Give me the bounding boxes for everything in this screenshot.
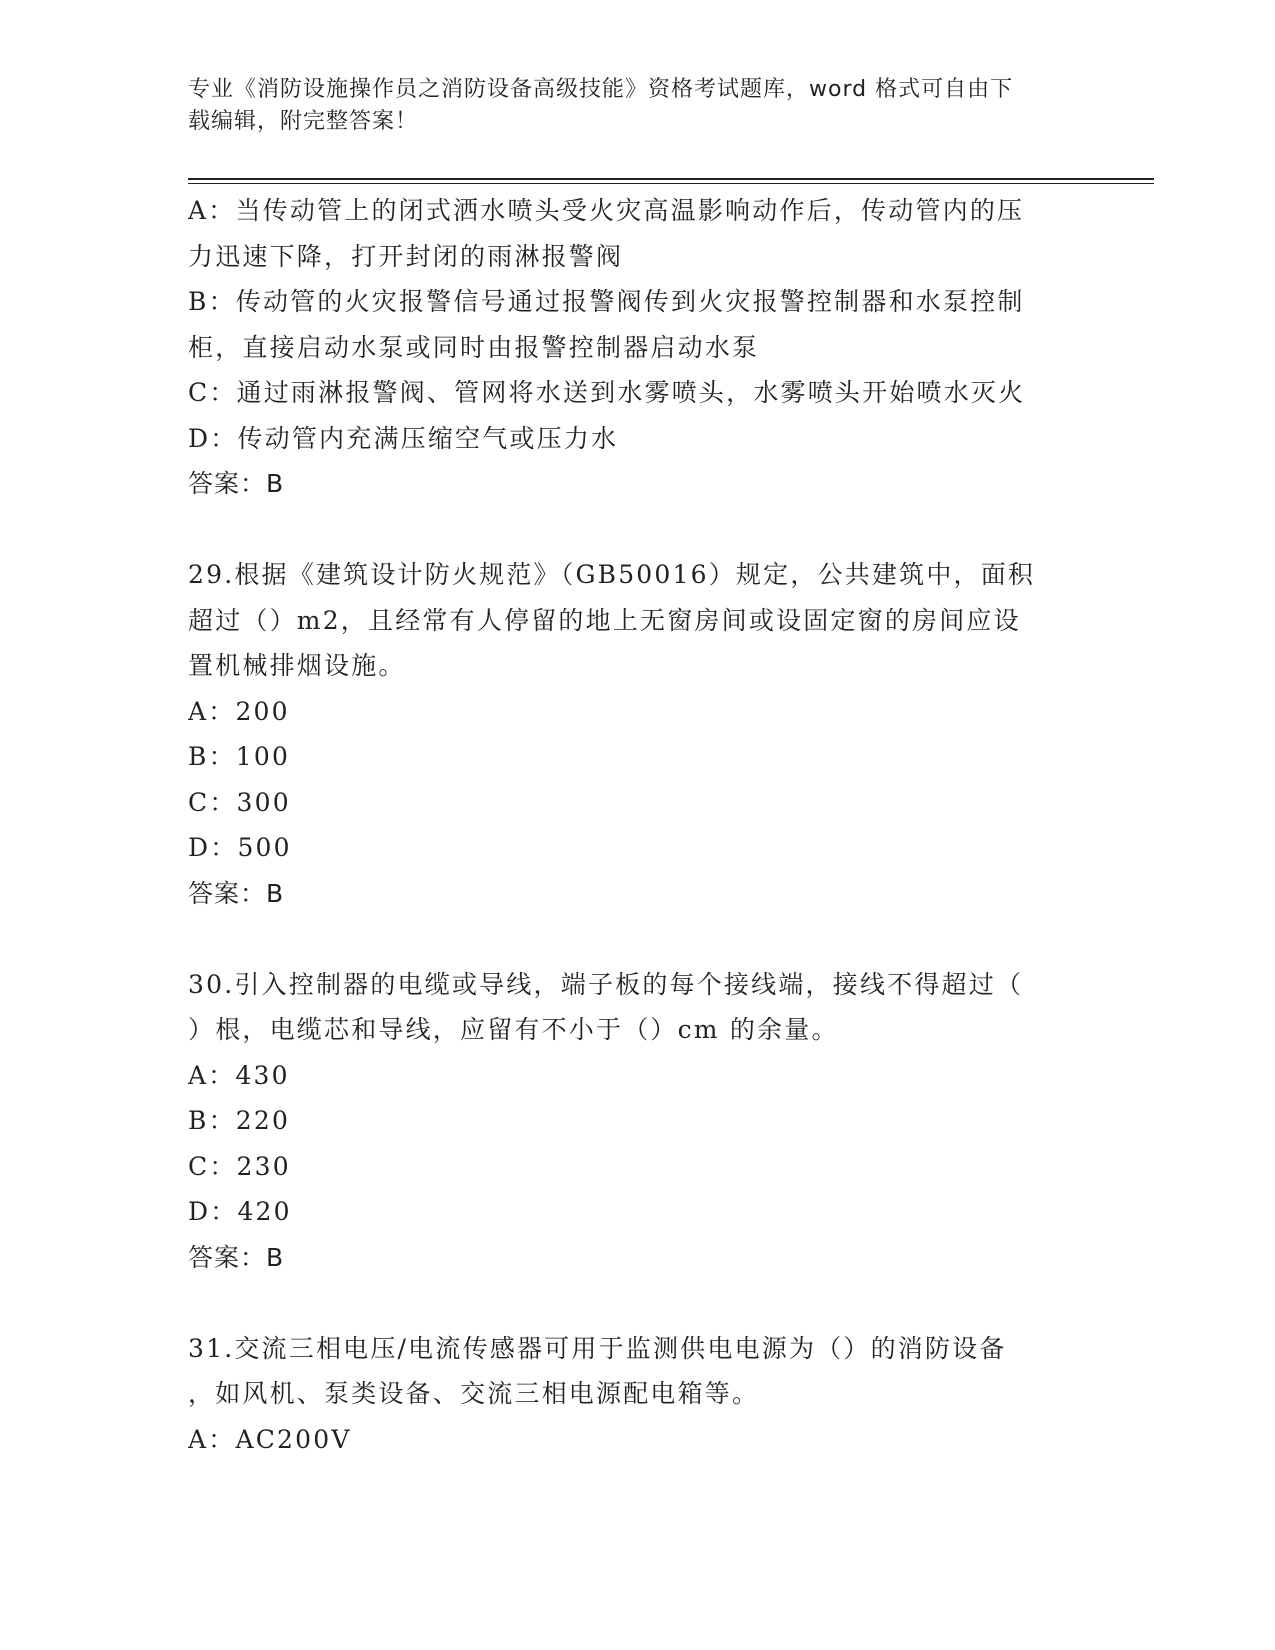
q28-option-b-line-1: B：传动管的火灾报警信号通过报警阀传到火灾报警控制器和水泵控制 <box>188 287 1025 316</box>
question-31 <box>188 1326 1088 1463</box>
q31-stem-line-1: 31.交流三相电压/电流传感器可用于监测供电电源为（）的消防设备 <box>188 1333 1007 1363</box>
q29-option-a: A：200 <box>188 696 290 726</box>
header-line-1: 专业《消防设施操作员之消防设备高级技能》资格考试题库，word 格式可自由下 <box>188 77 1014 102</box>
q31-stem-line-2: ，如风机、泵类设备、交流三相电源配电箱等。 <box>188 1379 760 1408</box>
q28-option-c: C：通过雨淋报警阀、管网将水送到水雾喷头，水雾喷头开始喷水灭火 <box>188 378 1026 407</box>
document-header <box>188 74 1068 138</box>
q30-stem-line-2: ）根，电缆芯和导线，应留有不小于（）cm 的余量。 <box>188 1015 839 1044</box>
q28-option-a-line-2: 力迅速下降，打开封闭的雨淋报警阀 <box>188 241 624 271</box>
q30-stem-line-1: 30.引入控制器的电缆或导线，端子板的每个接线端，接线不得超过（ <box>188 969 1024 999</box>
question-28 <box>188 188 1088 507</box>
q29-stem-line-2: 超过（）m2，且经常有人停留的地上无窗房间或设固定窗的房间应设 <box>188 605 1021 635</box>
q28-answer: 答案：B <box>188 469 285 498</box>
spacer <box>188 507 1088 553</box>
q28-option-a-line-1: A：当传动管上的闭式洒水喷头受火灾高温影响动作后，传动管内的压 <box>188 196 1025 225</box>
q31-option-a: A：AC200V <box>188 1424 352 1454</box>
question-list <box>188 188 1088 1462</box>
question-29 <box>188 552 1088 916</box>
header-rule-thick <box>188 178 1154 180</box>
header-line-2: 载编辑，附完整答案！ <box>188 109 419 134</box>
q29-stem-line-3: 置机械排烟设施。 <box>188 651 406 680</box>
q30-option-b: B：220 <box>188 1106 291 1135</box>
q29-answer: 答案：B <box>188 878 285 908</box>
q29-option-c: C：300 <box>188 787 291 817</box>
spacer <box>188 916 1088 962</box>
q28-option-b-line-2: 柜，直接启动水泵或同时由报警控制器启动水泵 <box>188 332 760 362</box>
spacer <box>188 1280 1088 1326</box>
header-rule-thin <box>188 183 1154 184</box>
q28-option-d: D：传动管内充满压缩空气或压力水 <box>188 423 619 453</box>
question-30 <box>188 962 1088 1281</box>
q30-answer: 答案：B <box>188 1242 285 1272</box>
q29-option-b: B：100 <box>188 742 291 771</box>
q30-option-c: C：230 <box>188 1151 291 1181</box>
q30-option-d: D：420 <box>188 1197 292 1226</box>
q29-stem-line-1: 29.根据《建筑设计防火规范》（GB50016）规定，公共建筑中，面积 <box>188 560 1036 589</box>
q30-option-a: A：430 <box>188 1060 290 1090</box>
q29-option-d: D：500 <box>188 833 292 862</box>
